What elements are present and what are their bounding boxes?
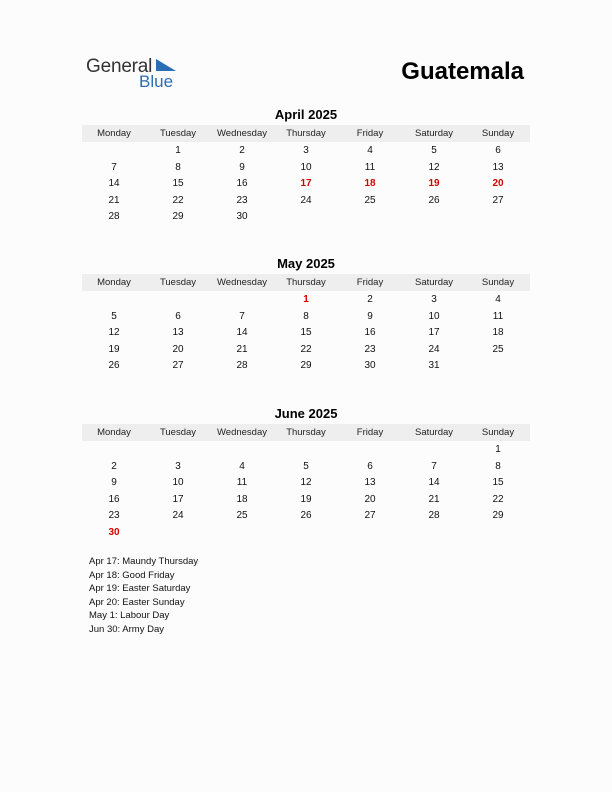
day-cell: 16: [364, 327, 376, 338]
logo-blue-text: Blue: [139, 72, 174, 91]
day-cell: 31: [428, 360, 440, 371]
day-cell: 18: [236, 493, 248, 505]
day-cell: 30: [364, 360, 376, 371]
day-cell: 2: [367, 294, 373, 305]
empty-day-cell: [402, 442, 466, 459]
day-cell: 28: [428, 510, 440, 521]
day-cell: 26: [108, 360, 120, 371]
empty-day-cell: [146, 525, 210, 542]
empty-day-cell: [338, 525, 402, 542]
month-june: [82, 406, 530, 541]
day-cell: 25: [492, 343, 504, 355]
empty-day-cell: [210, 442, 274, 459]
day-cell: 28: [108, 211, 120, 222]
day-cell: 28: [236, 360, 248, 371]
holiday-item: Apr 18: Good Friday: [89, 569, 175, 581]
holiday-day-cell: 1: [303, 294, 309, 305]
empty-day-cell: [210, 525, 274, 542]
day-cell: 23: [236, 194, 248, 206]
holiday-item: Jun 30: Army Day: [89, 623, 164, 635]
day-cell: 15: [300, 327, 312, 338]
holiday-item: Apr 17: Maundy Thursday: [89, 556, 199, 567]
day-cell: 25: [364, 194, 376, 206]
day-cell: 10: [300, 161, 312, 173]
day-cell: 15: [172, 178, 184, 189]
weekday-label: Sunday: [481, 427, 515, 438]
empty-day-cell: [402, 209, 466, 226]
day-cell: 21: [236, 343, 248, 355]
weekday-label: Friday: [356, 128, 384, 139]
day-cell: 21: [428, 493, 440, 505]
day-grid: [82, 143, 530, 226]
day-cell: 8: [303, 310, 309, 322]
day-cell: 9: [239, 161, 245, 173]
weekday-header: [82, 125, 530, 142]
day-cell: 29: [172, 211, 184, 222]
day-cell: 9: [111, 477, 117, 488]
day-cell: 19: [108, 343, 120, 355]
day-cell: 23: [364, 343, 376, 355]
day-cell: 5: [111, 310, 117, 322]
empty-day-cell: [210, 292, 274, 309]
day-cell: 14: [428, 477, 440, 488]
day-cell: 2: [111, 460, 117, 472]
weekday-label: Saturday: [414, 128, 454, 139]
day-cell: 13: [172, 327, 184, 338]
day-cell: 27: [172, 360, 184, 371]
empty-day-cell: [274, 442, 338, 459]
day-cell: 29: [492, 510, 504, 521]
weekday-label: Monday: [97, 128, 131, 139]
day-cell: 6: [367, 460, 373, 472]
day-cell: 19: [300, 493, 312, 505]
month-title: May 2025: [277, 256, 335, 271]
day-cell: 10: [428, 310, 440, 322]
weekday-label: Friday: [356, 277, 384, 288]
day-cell: 1: [495, 444, 501, 455]
day-cell: 5: [431, 145, 437, 156]
day-cell: 6: [495, 145, 501, 156]
day-cell: 3: [431, 294, 437, 305]
day-cell: 13: [364, 477, 376, 488]
day-cell: 25: [236, 510, 248, 521]
day-cell: 4: [239, 460, 245, 472]
empty-day-cell: [274, 209, 338, 226]
empty-day-cell: [274, 525, 338, 542]
empty-day-cell: [82, 143, 146, 160]
weekday-label: Saturday: [414, 277, 454, 288]
day-cell: 3: [303, 145, 309, 156]
holiday-day-cell: 17: [300, 178, 312, 189]
weekday-label: Wednesday: [217, 277, 267, 288]
empty-day-cell: [146, 292, 210, 309]
day-cell: 10: [172, 477, 184, 488]
day-cell: 7: [239, 310, 245, 322]
day-cell: 11: [364, 161, 376, 173]
day-cell: 21: [108, 194, 120, 206]
day-cell: 24: [172, 510, 184, 521]
holiday-item: May 1: Labour Day: [89, 610, 170, 621]
empty-day-cell: [82, 442, 146, 459]
weekday-label: Thursday: [286, 128, 326, 139]
day-cell: 16: [108, 493, 120, 505]
logo-triangle-icon: [86, 56, 186, 92]
weekday-label: Tuesday: [159, 128, 197, 139]
empty-day-cell: [466, 525, 530, 542]
weekday-label: Friday: [356, 427, 384, 438]
holiday-item: Apr 19: Easter Saturday: [89, 583, 191, 594]
day-cell: 3: [175, 460, 181, 472]
day-cell: 20: [364, 493, 376, 505]
holiday-item: Apr 20: Easter Sunday: [89, 596, 185, 608]
day-cell: 29: [300, 360, 312, 371]
day-cell: 4: [495, 294, 501, 305]
day-cell: 7: [431, 460, 437, 472]
weekday-label: Sunday: [481, 128, 515, 139]
day-cell: 15: [492, 477, 504, 488]
logo-general-text: General: [86, 56, 153, 77]
empty-day-cell: [338, 442, 402, 459]
weekday-header: [82, 424, 530, 441]
day-cell: 4: [367, 145, 373, 156]
empty-day-cell: [338, 209, 402, 226]
day-cell: 26: [300, 510, 312, 521]
day-cell: 2: [239, 145, 245, 156]
day-cell: 8: [495, 460, 501, 472]
month-title: June 2025: [274, 406, 338, 421]
day-cell: 23: [108, 510, 120, 521]
day-cell: 11: [236, 477, 248, 488]
generalblue-logo: [86, 56, 186, 92]
day-cell: 17: [172, 493, 184, 505]
day-cell: 27: [492, 194, 504, 206]
day-cell: 18: [492, 327, 504, 338]
day-cell: 17: [428, 327, 440, 338]
day-cell: 24: [428, 343, 440, 355]
day-cell: 14: [108, 178, 120, 189]
day-cell: 7: [111, 161, 117, 173]
day-cell: 12: [108, 327, 120, 338]
empty-day-cell: [402, 525, 466, 542]
day-cell: 16: [236, 178, 248, 189]
weekday-label: Saturday: [414, 427, 454, 438]
weekday-label: Tuesday: [159, 427, 197, 438]
day-cell: 24: [300, 194, 312, 206]
holiday-list: [89, 555, 198, 636]
month-april: [82, 107, 530, 226]
weekday-label: Sunday: [481, 277, 515, 288]
empty-day-cell: [82, 292, 146, 309]
weekday-header: [82, 274, 530, 291]
day-cell: 22: [492, 493, 504, 505]
day-cell: 12: [428, 161, 440, 173]
day-cell: 26: [428, 194, 440, 206]
weekday-label: Thursday: [286, 427, 326, 438]
weekday-label: Monday: [97, 427, 131, 438]
day-cell: 5: [303, 460, 309, 472]
day-cell: 22: [300, 343, 312, 355]
empty-day-cell: [466, 209, 530, 226]
day-cell: 8: [175, 161, 181, 173]
weekday-label: Monday: [97, 277, 131, 288]
weekday-label: Wednesday: [217, 427, 267, 438]
holiday-day-cell: 20: [492, 178, 504, 189]
day-cell: 6: [175, 310, 181, 322]
day-cell: 12: [300, 477, 312, 488]
day-cell: 11: [492, 310, 504, 322]
day-cell: 22: [172, 194, 184, 206]
day-cell: 30: [236, 211, 248, 222]
holiday-day-cell: 19: [428, 178, 440, 189]
day-grid: [82, 292, 530, 375]
day-cell: 13: [492, 161, 504, 173]
month-may: [82, 256, 530, 375]
empty-day-cell: [146, 442, 210, 459]
day-cell: 9: [367, 310, 373, 322]
day-cell: 14: [236, 327, 248, 338]
holiday-day-cell: 30: [108, 526, 120, 538]
day-grid: [82, 442, 530, 541]
weekday-label: Wednesday: [217, 128, 267, 139]
weekday-label: Thursday: [286, 277, 326, 288]
day-cell: 27: [364, 510, 376, 521]
month-title: April 2025: [274, 107, 338, 122]
empty-day-cell: [466, 358, 530, 375]
country-title: Guatemala: [401, 58, 524, 85]
day-cell: 20: [172, 343, 184, 355]
weekday-label: Tuesday: [159, 277, 197, 288]
holiday-day-cell: 18: [364, 178, 376, 189]
day-cell: 1: [175, 145, 181, 156]
